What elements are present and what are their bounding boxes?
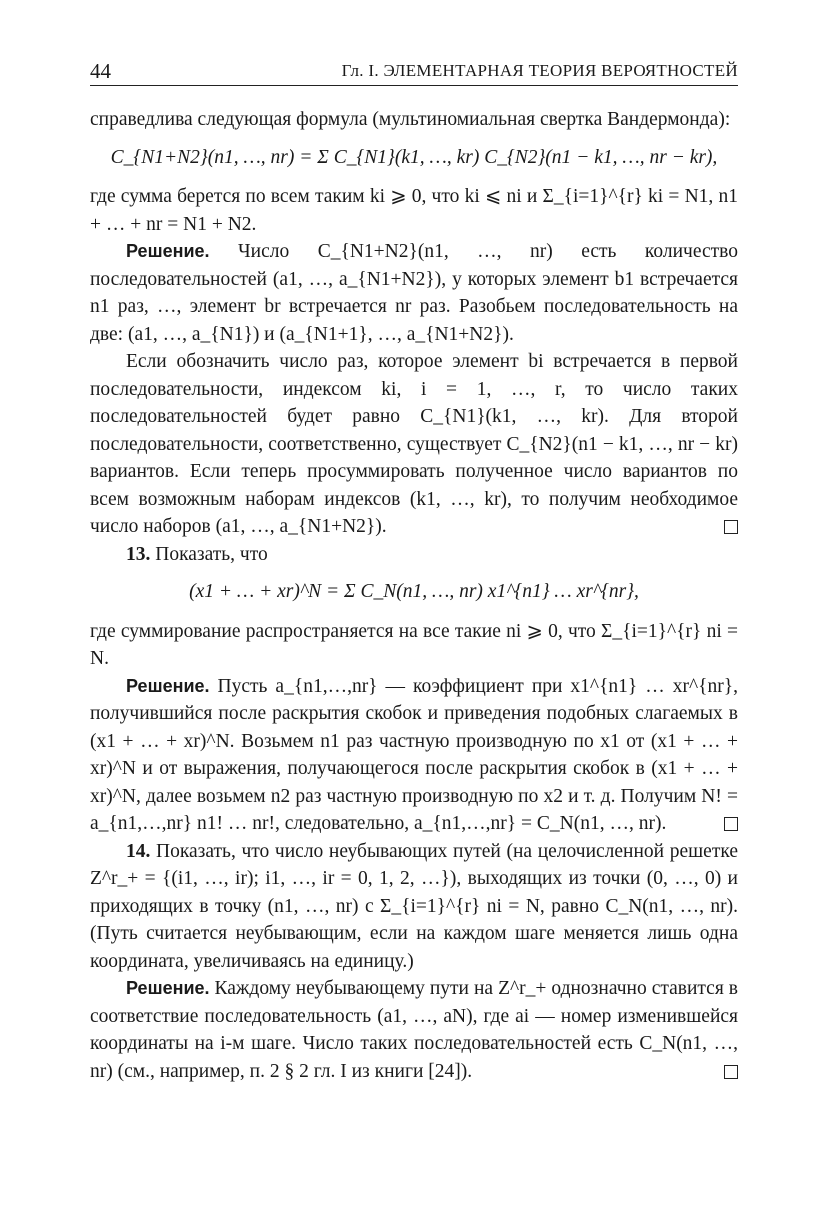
- solution-1-text: Число C_{N1+N2}(n1, …, nr) есть количество последовательностей (a1, …, a_{N1+N2}), у которых элемент b1 встречается n1 раз, …, элемент br встречается nr раз. Разобьем последовательность на две: (a1, …, a_{N1}) и (a_{N1+1}, …, a_{N1+N2}).: [90, 241, 738, 345]
- problem-14: [90, 838, 738, 976]
- formula-vandermonde: C_{N1+N2}(n1, …, nr) = Σ C_{N1}(k1, …, kr) C_{N2}(n1 − k1, …, nr − kr),: [110, 146, 718, 168]
- problem-14-text: Показать, что число неубывающих путей (на целочисленной решетке Z^r_+ = {(i1, …, ir); i1, …, ir = 0, 1, 2, …}), выходящих из точки (0, …, 0) и приходящих в точку (n1, …, nr) с Σ_{i=1}^{r} ni = N, равно C_N(n1, …, nr). (Путь считается неубывающим, если на каждом шаге меняется лишь одна координата, увеличиваясь на единицу.): [90, 840, 738, 972]
- solution-3-text: Каждому неубывающему пути на Z^r_+ однозначно ставится в соответствие последовательность (a1, …, aN), где ai — номер изменившейся координаты на i-м шаге. Число таких последовательностей есть C_N(n1, …, nr) (см., например, п. 2 § 2 гл. I из книги [24]).: [90, 978, 738, 1082]
- page-number: 44: [90, 59, 111, 83]
- document-page: [90, 55, 738, 1085]
- paragraph-second-sequence-text: Если обозначить число раз, которое элемент bi встречается в первой последовательности, индексом ki, i = 1, …, r, то число таких последовательностей будет равно C_{N1}(k1, …, kr). Для второй последовательности, соответственно, существует C_{N2}(n1 − k1, …, nr − kr) вариантов. Если теперь просуммировать полученное число вариантов по всем возможным наборам индексов (k1, …, kr), то получим необходимое число наборов (a1, …, a_{N1+N2}).: [90, 351, 738, 537]
- paragraph-intro: справедлива следующая формула (мультиномиальная свертка Вандермонда):: [90, 109, 731, 130]
- paragraph-summation-range: где суммирование распространяется на все такие ni ⩾ 0, что Σ_{i=1}^{r} ni = N.: [90, 620, 738, 669]
- problem-13-number: 13.: [126, 543, 151, 565]
- page-header: [90, 55, 738, 86]
- solution-1: [90, 238, 738, 348]
- qed-square-icon: [724, 1065, 738, 1079]
- solution-label: Решение.: [126, 241, 210, 261]
- qed-square-icon: [724, 520, 738, 534]
- solution-2-text: Пусть a_{n1,…,nr} — коэффициент при x1^{n1} … xr^{nr}, получившийся после раскрытия скобок и приведения подобных слагаемых в (x1 + … + xr)^N. Возьмем n1 раз частную производную по x1 от (x1 + … + xr)^N и от выражения, получающегося после раскрытия скобок в (x1 + … + xr)^N, далее возьмем n2 раз частную производную по x2 и т. д. Получим N! = a_{n1,…,nr} n1! … nr!, следовательно, a_{n1,…,nr} = C_N(n1, …, nr).: [90, 675, 739, 834]
- solution-2: [90, 673, 738, 838]
- solution-label: Решение.: [126, 675, 210, 696]
- problem-14-number: 14.: [126, 840, 151, 862]
- qed-square-icon: [724, 817, 738, 831]
- paragraph-sum-condition: где сумма берется по всем таким ki ⩾ 0, что ki ⩽ ni и Σ_{i=1}^{r} ki = N1, n1 + … + nr = N1 + N2.: [90, 186, 738, 235]
- formula-multinomial: (x1 + … + xr)^N = Σ C_N(n1, …, nr) x1^{n1} … xr^{nr},: [189, 581, 639, 602]
- problem-13: [90, 541, 738, 569]
- solution-3: [90, 975, 738, 1085]
- problem-13-text: Показать, что: [155, 543, 268, 565]
- page-body: [90, 106, 738, 1085]
- running-title: Гл. I. ЭЛЕМЕНТАРНАЯ ТЕОРИЯ ВЕРОЯТНОСТЕЙ: [341, 61, 738, 80]
- paragraph-second-sequence: [90, 348, 738, 541]
- solution-label: Решение.: [126, 978, 210, 998]
